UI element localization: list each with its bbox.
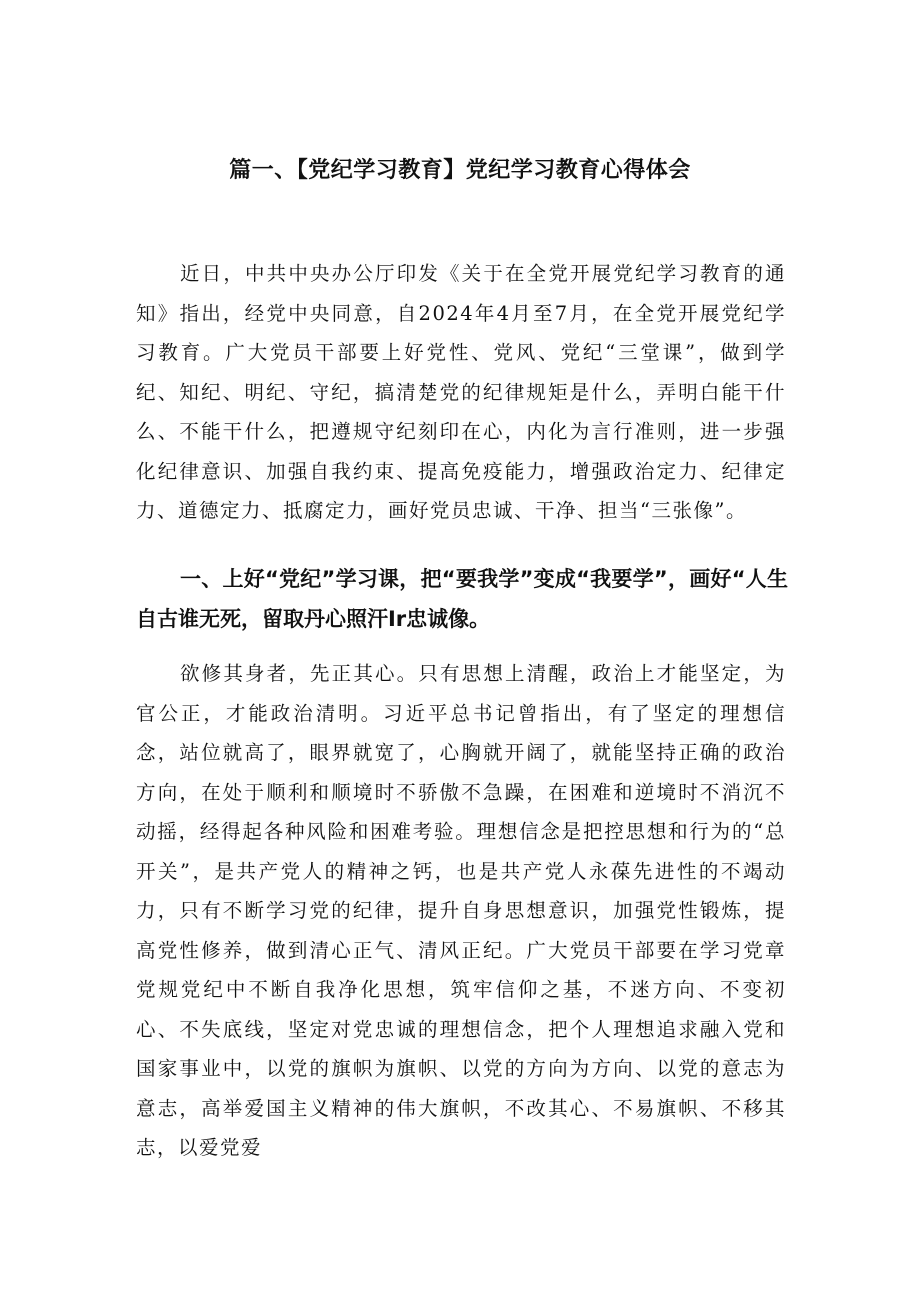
section-heading: 一、上好“党纪”学习课，把“要我学”变成“我要学”，画好“人生自古谁无死，留取丹心照汗Ir忠诚像。	[136, 567, 788, 631]
document-title: 篇一、【党纪学习教育】党纪学习教育心得体会	[229, 158, 691, 183]
intro-paragraph: 近日，中共中央办公厅印发《关于在全党开展党纪学习教育的通知》指出，经党中央同意，自2024年4月至7月，在全党开展党纪学习教育。广大党员干部要上好党性、党风、党纪“三堂课”，做到学纪、知纪、明纪、守纪，搞清楚党的纪律规矩是什么，弄明白能干什么、不能干什么，把遵规守纪刻印在心，内化为言行准则，进一步强化纪律意识、加强自我约束、提高免疫能力，增强政治定力、纪律定力、道德定力、抵腐定力，画好党员忠诚、干净、担当“三张像”。	[136, 262, 786, 522]
body-paragraph: 欲修其身者，先正其心。只有思想上清醒，政治上才能坚定，为官公正，才能政治清明。习近平总书记曾指出，有了坚定的理想信念，站位就高了，眼界就宽了，心胸就开阔了，就能坚持正确的政治方向，在处于顺利和顺境时不骄傲不急躁，在困难和逆境时不消沉不动摇，经得起各种风险和困难考验。理想信念是把控思想和行为的“总开关”，是共产党人的精神之钙，也是共产党人永葆先进性的不竭动力，只有不断学习党的纪律，提升自身思想意识，加强党性锻炼，提高党性修养，做到清心正气、清风正纪。广大党员干部要在学习党章党规党纪中不断自我净化思想，筑牢信仰之基，不迷方向、不变初心、不失底线，坚定对党忠诚的理想信念，把个人理想追求融入党和国家事业中，以党的旗帜为旗帜、以党的方向为方向、以党的意志为意志，高举爱国主义精神的伟大旗帜，不改其心、不易旗帜、不移其志，以爱党爱	[136, 662, 786, 1159]
